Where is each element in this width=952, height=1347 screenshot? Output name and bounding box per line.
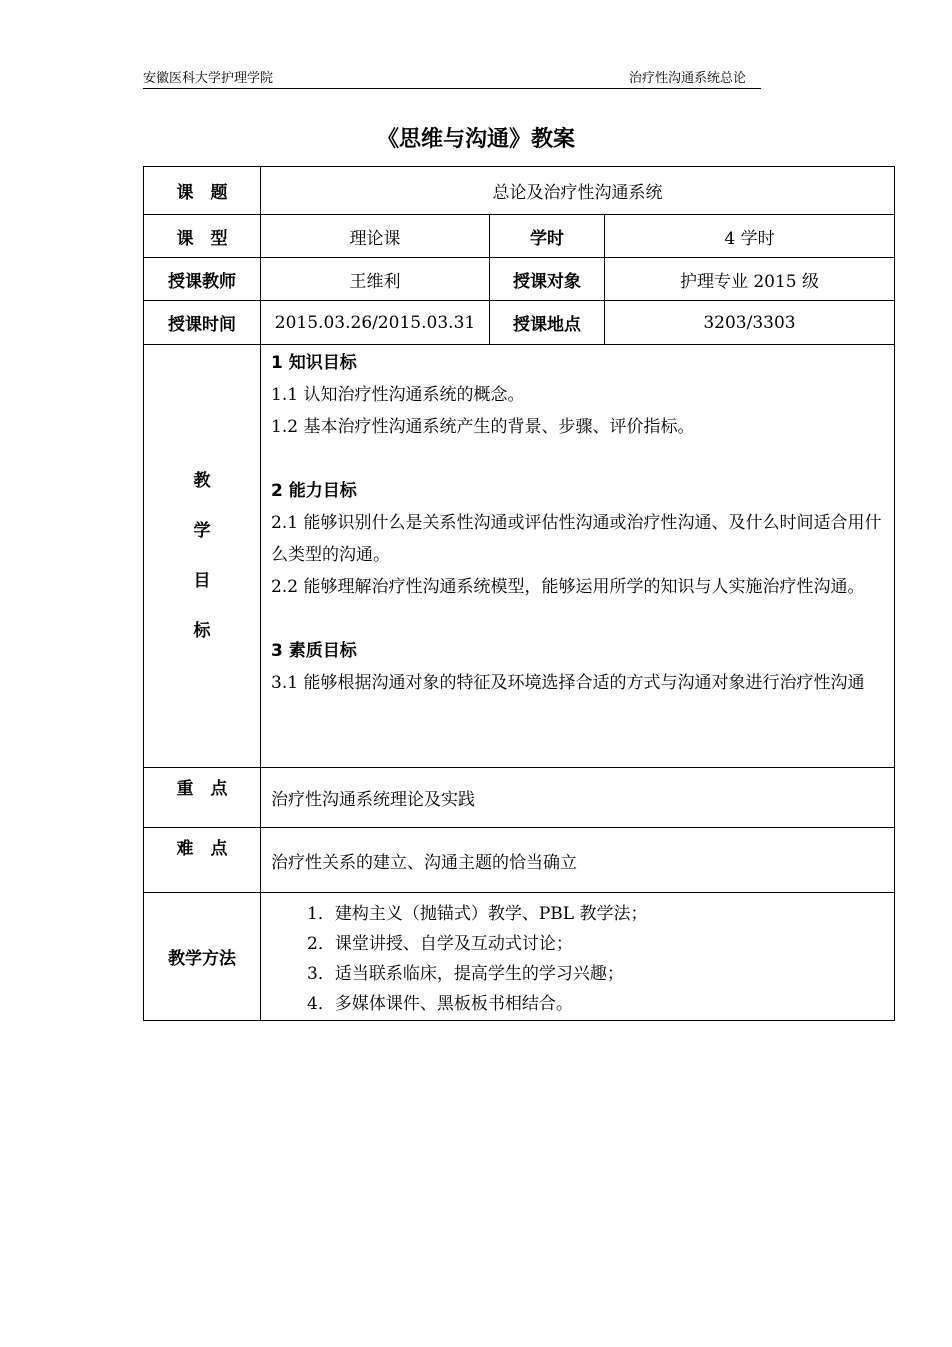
topic-value: 总论及治疗性沟通系统 [261,167,895,215]
quality-heading: 3 素质目标 [271,641,357,661]
difficulty-label: 难 点 [144,828,261,893]
type-label: 课 型 [144,215,261,258]
objectives-content [261,345,895,768]
methods-label: 教学方法 [144,893,261,1021]
row-time [144,301,895,345]
ability-item: 2.1 能够识别什么是关系性沟通或评估性沟通或治疗性沟通、及什么时间适合用什么类型的沟通。 [271,513,882,565]
location-label: 授课地点 [490,301,605,345]
hours-value: 4 学时 [605,215,895,258]
row-key-point [144,768,895,828]
header-school: 安徽医科大学护理学院 [143,71,274,86]
method-item: 1．建构主义（抛锚式）教学、PBL 教学法； [307,904,648,924]
key-point-label: 重 点 [144,768,261,828]
key-point-value: 治疗性沟通系统理论及实践 [261,768,895,828]
ability-heading: 2 能力目标 [271,481,357,501]
knowledge-item: 1.1 认知治疗性沟通系统的概念。 [271,385,525,405]
objectives-label-char: 标 [193,621,211,641]
knowledge-heading: 1 知识目标 [271,353,357,373]
teacher-value: 王维利 [261,258,490,301]
row-type [144,215,895,258]
ability-item: 2.2 能够理解治疗性沟通系统模型，能够运用所学的知识与人实施治疗性沟通。 [271,577,865,597]
spacer [271,443,890,475]
objectives-label-char: 目 [193,571,211,591]
type-value: 理论课 [261,215,490,258]
row-objectives [144,345,895,768]
row-difficulty [144,828,895,893]
hours-label: 学时 [490,215,605,258]
audience-label: 授课对象 [490,258,605,301]
row-teacher [144,258,895,301]
objectives-label-char: 教 [193,471,211,491]
audience-value: 护理专业 2015 级 [605,258,895,301]
location-value: 3203/3303 [605,301,895,345]
time-label: 授课时间 [144,301,261,345]
method-item: 2．课堂讲授、自学及互动式讨论； [307,934,573,954]
objectives-label-char: 学 [193,521,211,541]
spacer [271,603,890,635]
teacher-label: 授课教师 [144,258,261,301]
methods-list [261,893,895,1021]
row-methods [144,893,895,1021]
quality-item: 3.1 能够根据沟通对象的特征及环境选择合适的方式与沟通对象进行治疗性沟通 [271,673,865,693]
page-title: 《思维与沟通》教案 [376,127,575,152]
method-item: 3．适当联系临床，提高学生的学习兴趣； [307,964,624,984]
row-topic [144,167,895,215]
method-item: 4．多媒体课件、黑板板书相结合。 [307,994,573,1014]
time-value: 2015.03.26/2015.03.31 [261,301,490,345]
header-divider [143,88,761,89]
header-chapter: 治疗性沟通系统总论 [629,71,747,86]
objectives-label [144,345,261,768]
lesson-plan-table [143,166,895,1021]
difficulty-value: 治疗性关系的建立、沟通主题的恰当确立 [261,828,895,893]
knowledge-item: 1.2 基本治疗性沟通系统产生的背景、步骤、评价指标。 [271,417,695,437]
topic-label: 课 题 [144,167,261,215]
